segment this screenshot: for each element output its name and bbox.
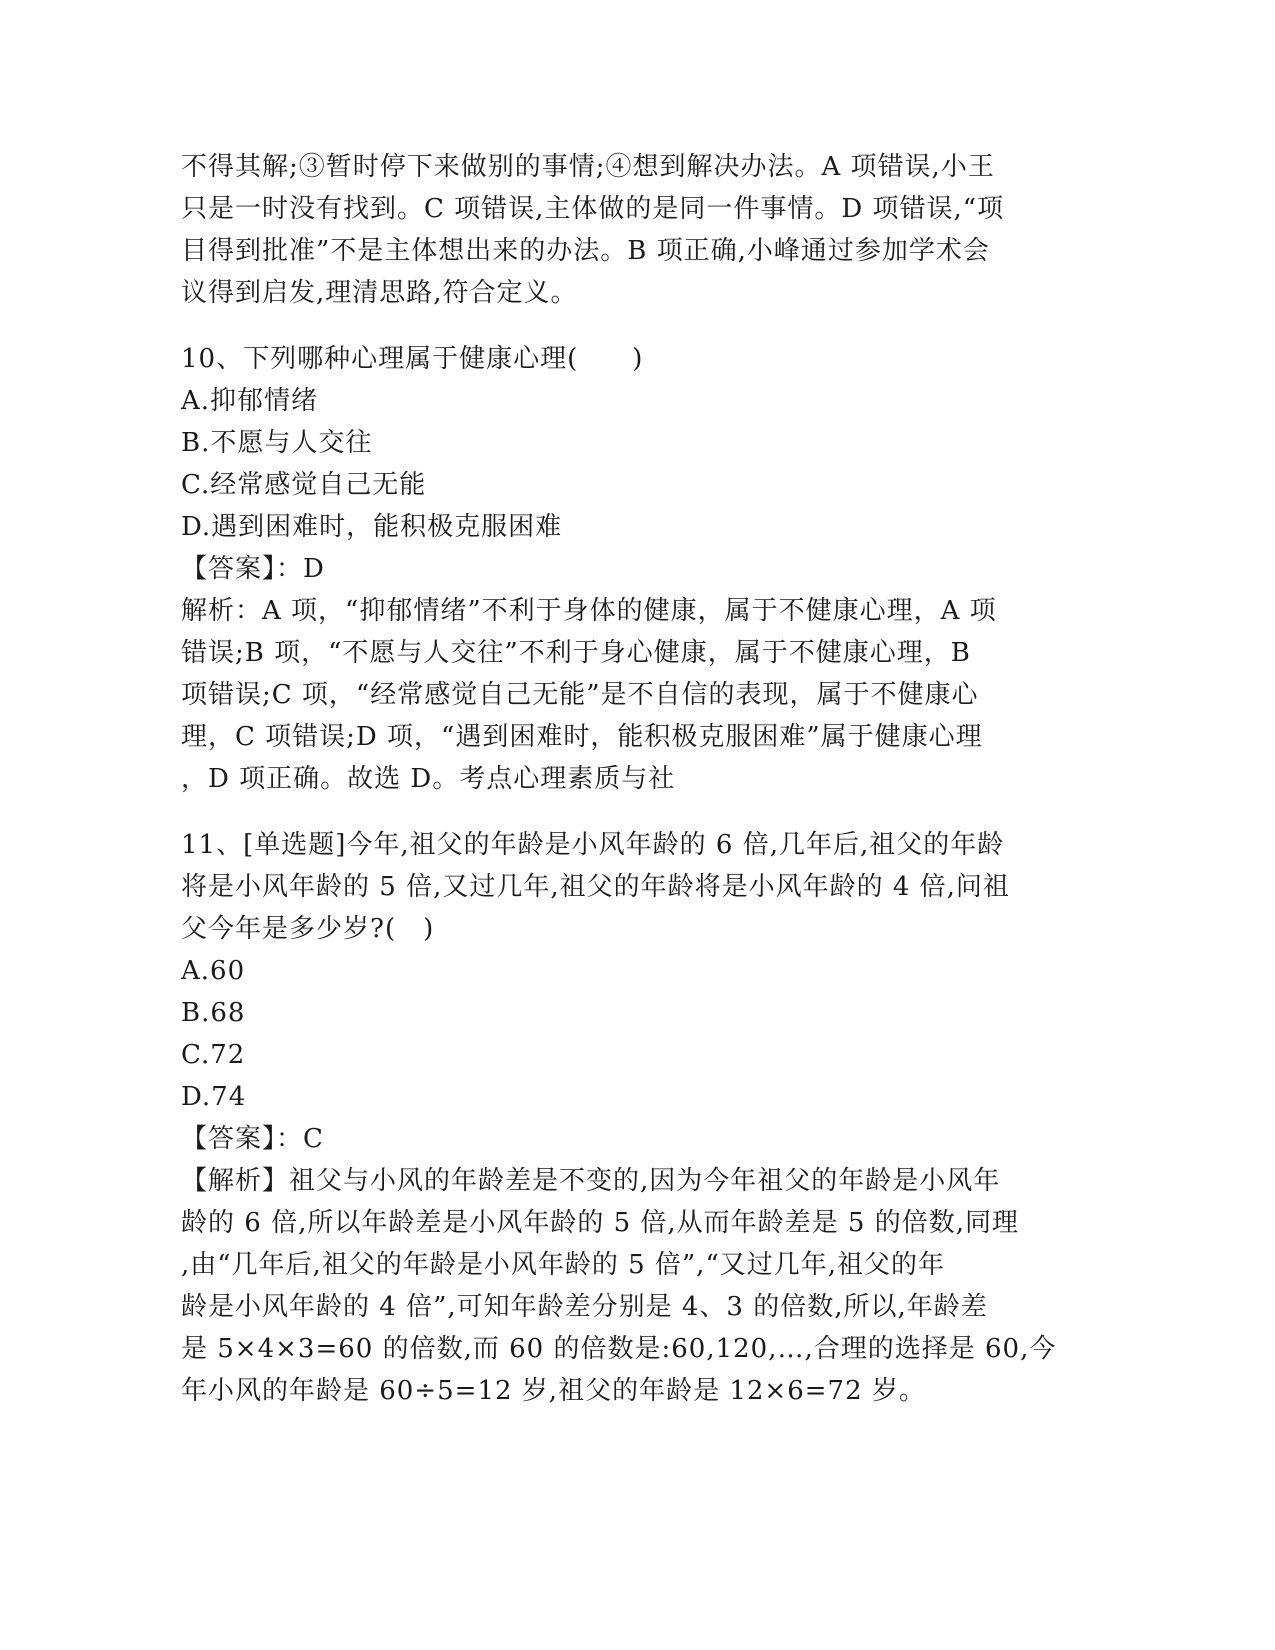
question-stem: 将是小风年龄的 5 倍,又过几年,祖父的年龄将是小风年龄的 4 倍,问祖 [181, 872, 1010, 902]
option-c: C.经常感觉自己无能 [181, 470, 427, 500]
analysis-line: 是 5×4×3=60 的倍数,而 60 的倍数是:60,120,…,合理的选择是 60,今 [181, 1334, 1057, 1364]
analysis-line: 年小风的年龄是 60÷5=12 岁,祖父的年龄是 12×6=72 岁。 [181, 1376, 926, 1406]
analysis-line: 龄的 6 倍,所以年龄差是小风年龄的 5 倍,从而年龄差是 5 的倍数,同理 [181, 1208, 1020, 1238]
analysis-line: 【解析】祖父与小风的年龄差是不变的,因为今年祖父的年龄是小风年 [181, 1166, 1001, 1196]
text-line: 只是一时没有找到。C 项错误,主体做的是同一件事情。D 项错误,“项 [181, 194, 1005, 224]
question-stem: 10、下列哪种心理属于健康心理( ) [181, 344, 644, 374]
analysis-line: 解析：A 项，“抑郁情绪”不利于身体的健康，属于不健康心理，A 项 [181, 596, 997, 626]
question-10 [181, 338, 1081, 800]
option-b: B.不愿与人交往 [181, 428, 373, 458]
analysis-line: 龄是小风年龄的 4 倍”,可知年龄差分别是 4、3 的倍数,所以,年龄差 [181, 1292, 988, 1322]
option-d: D.遇到困难时，能积极克服困难 [181, 512, 563, 542]
question-stem: 父今年是多少岁?( ) [181, 914, 435, 944]
analysis-line: 理，C 项错误;D 项，“遇到困难时，能积极克服困难”属于健康心理 [181, 722, 983, 752]
analysis-line: ，D 项正确。故选 D。考点心理素质与社 [181, 764, 676, 794]
question-stem: 11、[单选题]今年,祖父的年龄是小风年龄的 6 倍,几年后,祖父的年龄 [181, 830, 1005, 860]
analysis-line: 错误;B 项，“不愿与人交往”不利于身心健康，属于不健康心理，B [181, 638, 971, 668]
question-11 [181, 824, 1081, 1412]
text-line: 目得到批准”不是主体想出来的办法。B 项正确,小峰通过参加学术会 [181, 236, 990, 266]
option-d: D.74 [181, 1082, 247, 1112]
option-a: A.抑郁情绪 [181, 386, 319, 416]
text-line: 议得到启发,理清思路,符合定义。 [181, 278, 578, 308]
answer-line: 【答案】：D [181, 554, 325, 584]
option-b: B.68 [181, 998, 246, 1028]
option-a: A.60 [181, 956, 246, 986]
analysis-line: ,由“几年后,祖父的年龄是小风年龄的 5 倍”,“又过几年,祖父的年 [181, 1250, 946, 1280]
document-page [181, 146, 1081, 1412]
previous-analysis-continuation [181, 146, 1081, 314]
analysis-line: 项错误;C 项，“经常感觉自己无能”是不自信的表现，属于不健康心 [181, 680, 979, 710]
answer-line: 【答案】：C [181, 1124, 324, 1154]
text-line: 不得其解;③暂时停下来做别的事情;④想到解决办法。A 项错误,小王 [181, 152, 995, 182]
option-c: C.72 [181, 1040, 246, 1070]
